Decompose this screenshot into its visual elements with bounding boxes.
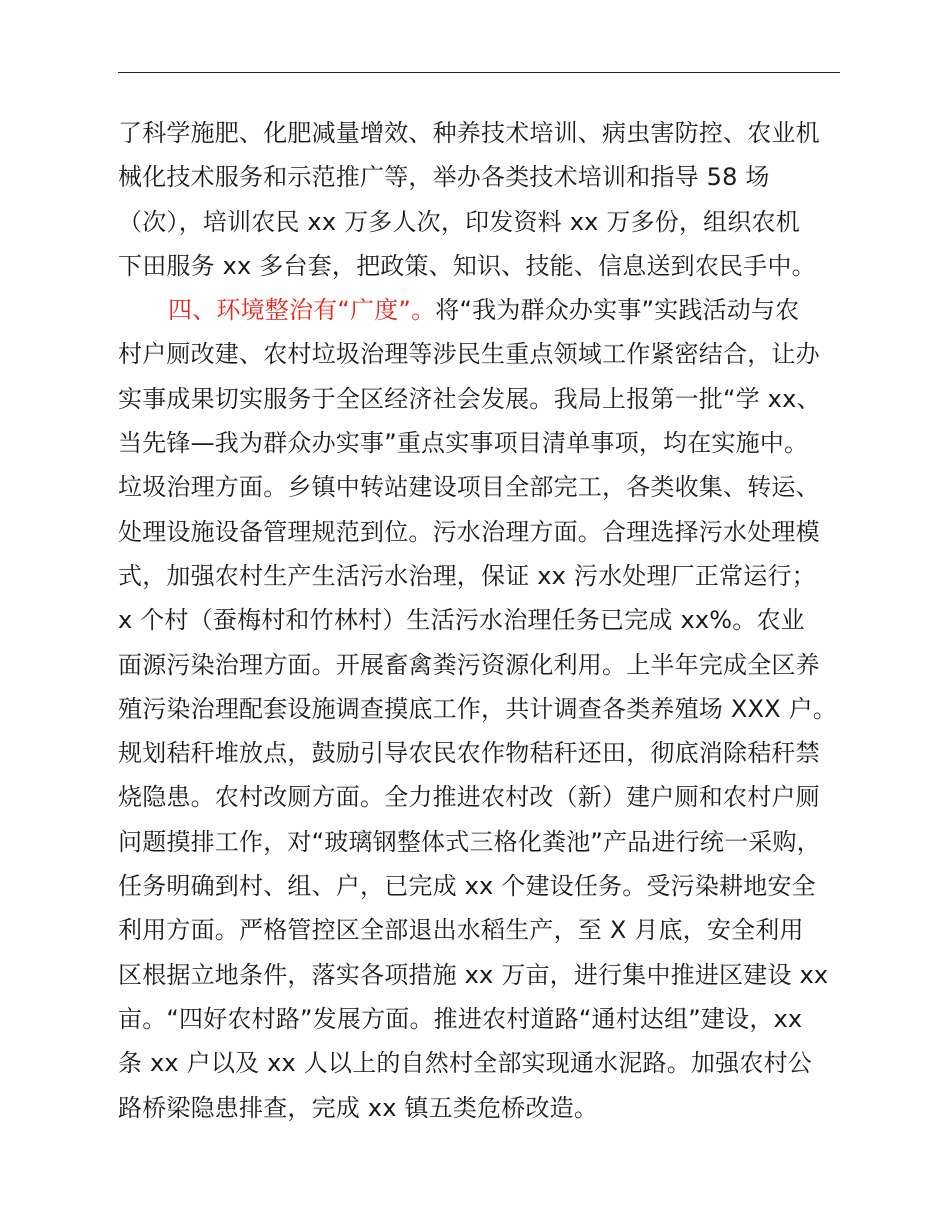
text-line: 规划秸秆堆放点，鼓励引导农民农作物秸秆还田，彻底消除秸秆禁: [118, 739, 820, 768]
text-line: x 个村（蚕梅村和竹林村）生活污水治理任务已完成 xx%。农业: [118, 606, 805, 635]
text-line: 村户厕改建、农村垃圾治理等涉民生重点领域工作紧密结合，让办: [118, 340, 820, 369]
text-line: 亩。“四好农村路”发展方面。推进农村道路“通村达组”建设，xx: [118, 1004, 803, 1033]
paragraph-environment: [118, 288, 848, 1130]
text-line: 条 xx 户以及 xx 人以上的自然村全部实现通水泥路。加强农村公: [118, 1049, 812, 1078]
text-line: 烧隐患。农村改厕方面。全力推进农村改（新）建户厕和农村户厕: [118, 783, 820, 812]
text-line: 垃圾治理方面。乡镇中转站建设项目全部完工，各类收集、转运、: [118, 473, 820, 502]
section-4-heading: 四、环境整治有“广度”。: [168, 296, 436, 325]
header-divider: [118, 72, 840, 73]
text-line: 路桥梁隐患排查，完成 xx 镇五类危桥改造。: [118, 1093, 599, 1122]
text-line: （次），培训农民 xx 万多人次，印发资料 xx 万多份，组织农机: [118, 207, 800, 236]
text-line: 处理设施设备管理规范到位。污水治理方面。合理选择污水处理模: [118, 517, 820, 546]
paragraph-training: [118, 111, 848, 288]
text-line: 面源污染治理方面。开展畜禽粪污资源化利用。上半年完成全区养: [118, 650, 820, 679]
section-4-first-line: [118, 288, 848, 332]
text-line: 了科学施肥、化肥减量增效、种养技术培训、病虫害防控、农业机: [118, 119, 820, 147]
text-line: 殖污染治理配套设施调查摸底工作，共计调查各类养殖场 XXX 户。: [118, 694, 837, 723]
text-line: 利用方面。严格管控区全部退出水稻生产，至 X 月底，安全利用: [118, 916, 804, 945]
text-line: 任务明确到村、组、户，已完成 xx 个建设任务。受污染耕地安全: [118, 872, 816, 901]
document-body: [118, 111, 848, 1130]
text-line: 式，加强农村生产生活污水治理，保证 xx 污水处理厂正常运行；: [118, 561, 816, 590]
text-line: 械化技术服务和示范推广等，举办各类技术培训和指导 58 场: [118, 163, 770, 192]
text-line: 当先锋—我为群众办实事”重点实事项目清单事项，均在实施中。: [118, 429, 809, 458]
text-line: 实事成果切实服务于全区经济社会发展。我局上报第一批“学 xx、: [118, 384, 821, 413]
text-line: 区根据立地条件，落实各项措施 xx 万亩，进行集中推进区建设 xx: [118, 960, 829, 989]
text-line: 问题摸排工作，对“玻璃钢整体式三格化粪池”产品进行统一采购，: [118, 827, 821, 856]
text-line: 下田服务 xx 多台套，把政策、知识、技能、信息送到农民手中。: [118, 251, 816, 280]
section-4-first-line-text: 将“我为群众办实事”实践活动与农: [435, 296, 800, 325]
